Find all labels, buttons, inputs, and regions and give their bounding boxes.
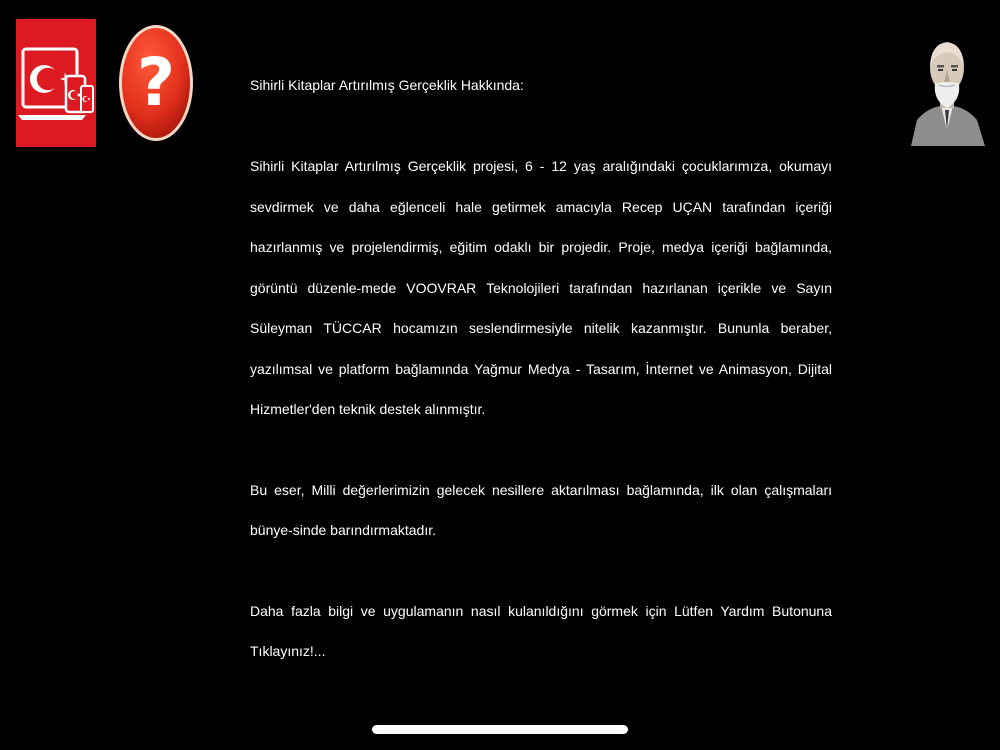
about-section bbox=[250, 70, 832, 672]
help-button[interactable] bbox=[117, 23, 195, 143]
turkey-flag-devices-icon[interactable] bbox=[16, 19, 96, 147]
about-title: Sihirli Kitaplar Artırılmış Gerçeklik Hakkında: bbox=[250, 77, 524, 93]
about-paragraph-help: Daha fazla bilgi ve uygulamanın nasıl kulanıldığını görmek için Lütfen Yardım Butonuna Tıklayınız!... bbox=[250, 602, 832, 659]
author-portrait-image bbox=[907, 30, 987, 146]
question-mark-icon: ? bbox=[136, 44, 176, 121]
about-paragraph-project: Sihirli Kitaplar Artırılmış Gerçeklik projesi, 6 - 12 yaş aralığındaki çocuklarımıza, okumayı sevdirmek ve daha eğlenceli hale getirmek amacıyla Recep UÇAN tarafından içeriği hazırlanmış ve projelendirmiş, eğitim odaklı bir projedir. Proje, medya içeriği bağlamında, görüntü düzenle-mede VOOVRAR Teknolojileri tarafından hazırlanan içerikle ve Sayın Süleyman TÜCCAR hocamızın seslendirmesiyle nitelik kazanmıştır. Bununla beraber, yazılımsal ve platform bağlamında Yağmur Medya - Tasarım, İnternet ve Animasyon, Dijital Hizmetler'den teknik destek alınmıştır. bbox=[250, 158, 832, 417]
about-paragraph-values: Bu eser, Milli değerlerimizin gelecek nesillere aktarılması bağlamında, ilk olan çalışmaları bünye-sinde barındırmaktadır. bbox=[250, 481, 832, 538]
home-indicator[interactable] bbox=[372, 725, 628, 734]
